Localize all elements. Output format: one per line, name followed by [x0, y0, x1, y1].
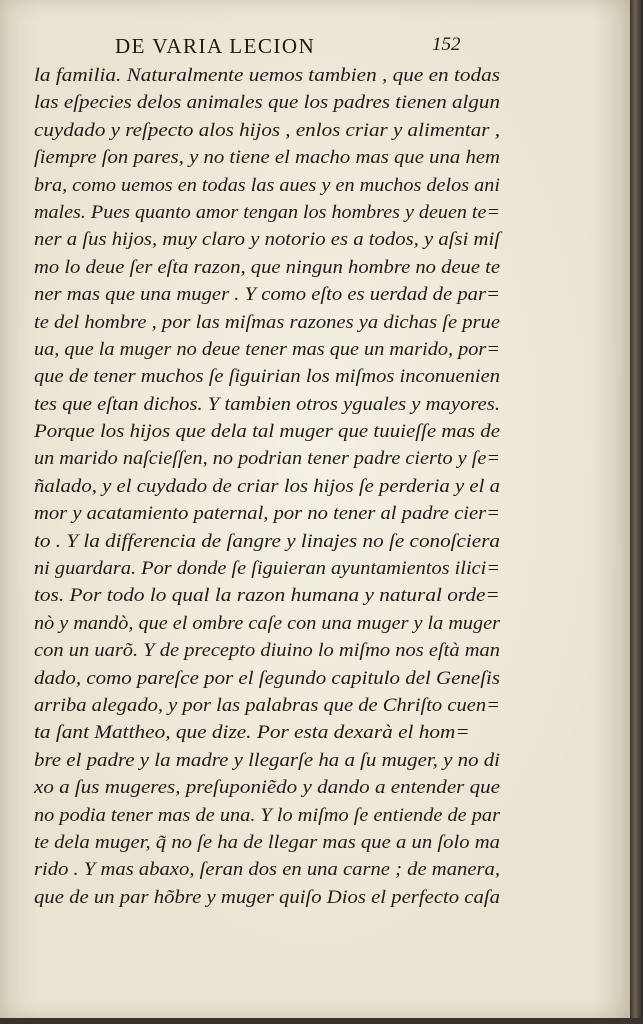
text-line-content: que de un par hõbre y muger quiſo Dios el perfecto caſa: [34, 886, 500, 908]
text-line: [34, 62, 500, 89]
text-line: [34, 172, 500, 199]
text-line-content: Porque los hijos que dela tal muger que tuuieſſe mas de: [34, 421, 501, 443]
text-line-content: ſiempre ſon pares, y no tiene el macho mas que una hem: [34, 147, 500, 169]
running-head: DE VARIA LECION: [115, 34, 316, 58]
text-line-content: ñalado, y el cuydado de criar los hijos ſe perderia y el a: [34, 475, 501, 497]
text-line-content: te dela muger, q̃ no ſe ha de llegar mas que a un ſolo ma: [34, 831, 500, 853]
text-line-content: mo lo deue ſer eſta razon, que ningun hombre no deue te: [34, 256, 500, 278]
text-line-content: males. Pues quanto amor tengan los hombres y deuen te=: [34, 201, 500, 223]
text-line-content: la familia. Naturalmente uemos tambien , que en todas: [34, 65, 500, 86]
text-line-content: las eſpecies delos animales que los padres tienen algun: [34, 92, 500, 114]
text-line: [34, 226, 500, 253]
text-line: [34, 89, 500, 116]
text-line-content: ni guardara. Por donde ſe ſiguieran ayuntamientos ilici=: [34, 558, 500, 580]
text-line-content: ner mas que una muger . Y como eſto es uerdad de par=: [34, 284, 500, 306]
text-line-content: ua, que la muger no deue tener mas que un marido, por=: [34, 338, 500, 360]
text-line-content: dado, como pareſce por el ſegundo capitulo del Geneſis: [34, 667, 500, 689]
text-line-content: arriba alegado, y por las palabras que de Chriſto cuen=: [34, 694, 500, 716]
text-line-content: mor y acatamiento paternal, por no tener al padre cier=: [34, 503, 500, 525]
text-line-content: xo a ſus mugeres, preſuponiẽdo y dando a entender que: [34, 777, 501, 799]
text-line-content: rido . Y mas abaxo, ſeran dos en una carne ; de manera,: [34, 859, 500, 881]
text-line: [34, 774, 500, 801]
text-line: [34, 692, 500, 719]
text-line: [34, 856, 500, 883]
text-line: [34, 336, 500, 363]
text-line: [34, 445, 500, 472]
text-line: [34, 500, 500, 527]
text-line: [34, 884, 500, 911]
text-line: [34, 610, 500, 637]
text-line-content: ta ſant Mattheo, que dize. Por esta dexarà el hom=: [34, 722, 470, 744]
body-text: [34, 62, 500, 911]
text-line: [34, 665, 500, 692]
text-line-content: con un uarõ. Y de precepto diuino lo miſmo nos eſtà man: [34, 640, 500, 662]
text-line: [34, 829, 500, 856]
text-line: [34, 719, 500, 746]
text-line: [34, 418, 500, 445]
page-bottom-edge: [0, 1018, 643, 1024]
text-line: [34, 363, 500, 390]
text-line: [34, 637, 500, 664]
text-line-content: un marido naſcieſſen, no podrian tener padre cierto y ſe=: [34, 448, 501, 470]
text-line: [34, 582, 500, 609]
page-number: 152: [432, 34, 461, 55]
text-line-content: que de tener muchos ſe ſiguirian los miſmos inconuenien: [34, 366, 500, 388]
text-line: [34, 144, 500, 171]
text-line-content: tos. Por todo lo qual la razon humana y natural orde=: [34, 585, 500, 607]
text-line-content: te del hombre , por las miſmas razones ya dichas ſe prue: [34, 311, 500, 333]
text-line-content: bre el padre y la madre y llegarſe ha a ſu muger, y no di: [34, 749, 500, 771]
text-line-content: bra, como uemos en todas las aues y en muchos delos ani: [34, 174, 501, 196]
text-line-content: to . Y la differencia de ſangre y linajes no ſe conoſciera: [34, 530, 500, 552]
text-line: [34, 555, 500, 582]
text-line-content: tes que eſtan dichos. Y tambien otros yguales y mayores.: [34, 393, 500, 415]
text-line: [34, 528, 500, 555]
text-line: [34, 391, 500, 418]
text-line-content: ner a ſus hijos, muy claro y notorio es a todos, y aſsi miſ: [34, 229, 501, 251]
text-line-content: nò y mandò, que el ombre caſe con una muger y la muger: [34, 612, 501, 634]
text-line: [34, 281, 500, 308]
page-edge: [630, 0, 643, 1024]
text-line: [34, 254, 500, 281]
text-line: [34, 747, 500, 774]
text-line-content: cuydado y reſpecto alos hijos , enlos criar y alimentar ,: [34, 119, 500, 141]
text-line: [34, 309, 500, 336]
text-line: [34, 802, 500, 829]
text-line: [34, 473, 500, 500]
page-header: [115, 34, 495, 62]
text-line-content: no podia tener mas de una. Y lo miſmo ſe entiende de par: [34, 804, 500, 826]
text-line: [34, 117, 500, 144]
text-line: [34, 199, 500, 226]
